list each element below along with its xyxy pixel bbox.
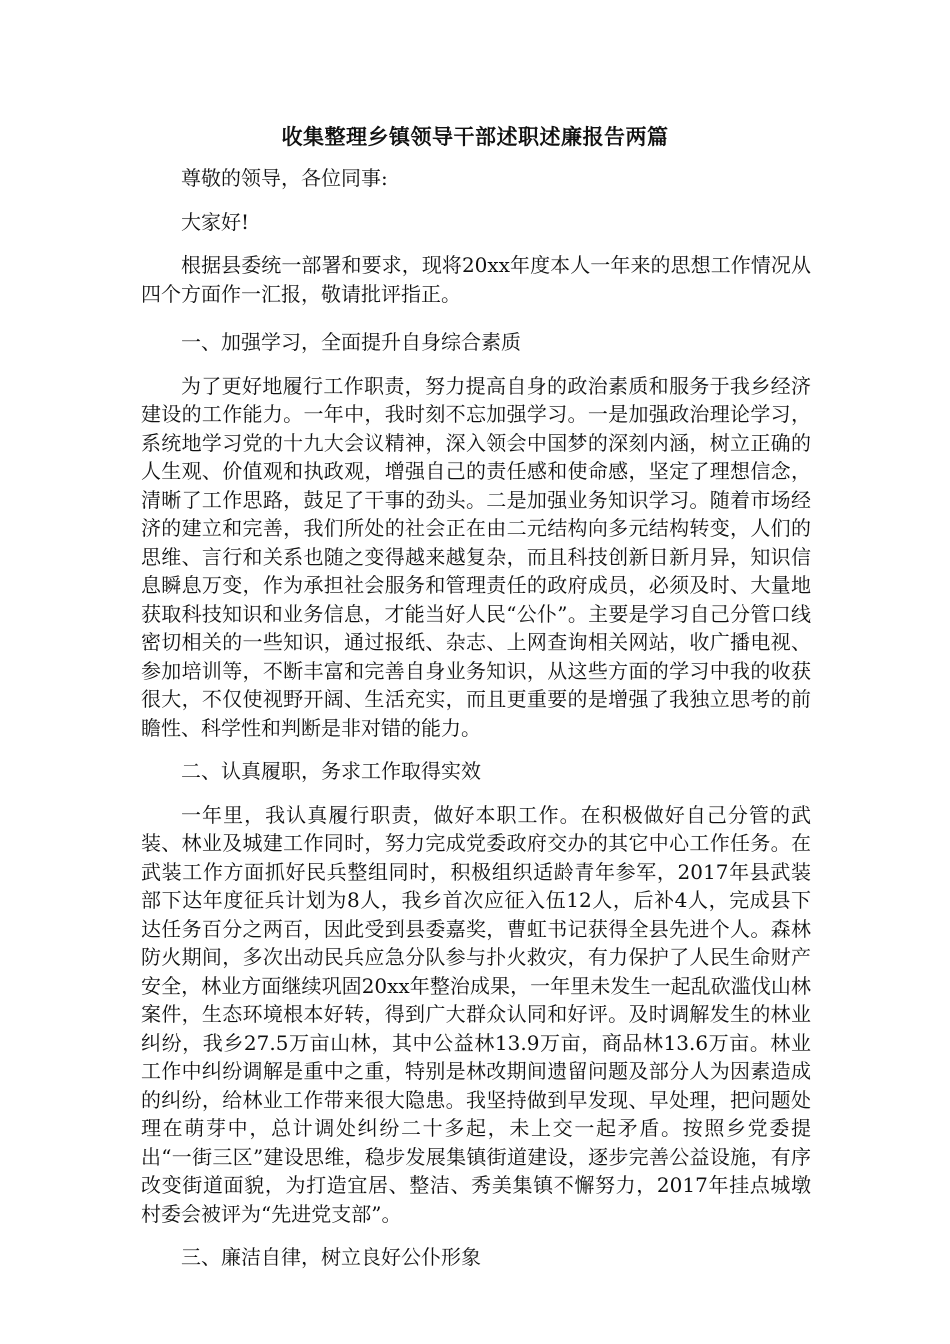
salutation: 尊敬的领导，各位同事: [181, 166, 388, 190]
section-2-paragraph: 一年里，我认真履行职责，做好本职工作。在积极做好自己分管的武装、林业及城建工作同时，努力完成党委政府交办的其它中心工作任务。在武装工作方面抓好民兵整组同时，积极组织适龄青年参军，2017年县武装部下达年度征兵计划为8人，我乡首次应征入伍12人，后补4人，完成县下达任务百分之两百，因此受到县委嘉奖，曹虹书记获得全县先进个人。森林防火期间，多次出动民兵应急分队参与扑火救灾，有力保护了人民生命财产安全，林业方面继续巩固20xx年整治成果，一年里未发生一起乱砍滥伐山林案件，生态环境根本好转，得到广大群众认同和好评。及时调解发生的林业纠纷，我乡27.5万亩山林，其中公益林13.9万亩，商品林13.6万亩。林业工作中纠纷调解是重中之重，特别是林改期间遗留问题及部分人为因素造成的纠纷，给林业工作带来很大隐患。我坚持做到早发现、早处理，把问题处理在萌芽中，总计调处纠纷二十多起，未上交一起矛盾。按照乡党委提出“一街三区”建设思维，稳步发展集镇街道建设，逐步完善公益设施，有序改变街道面貌，为打造宜居、整洁、秀美集镇不懈努力，2017年挂点城墩村委会被评为“先进党支部”。 [141, 802, 811, 1226]
section-heading-3: 三、廉洁自律，树立良好公仆形象 [181, 1245, 481, 1269]
section-heading-1: 一、加强学习，全面提升自身综合素质 [181, 330, 521, 354]
section-heading-2: 二、认真履职，务求工作取得实效 [181, 759, 481, 783]
section-1-paragraph: 为了更好地履行工作职责，努力提高自身的政治素质和服务于我乡经济建设的工作能力。一年中，我时刻不忘加强学习。一是加强政治理论学习，系统地学习党的十九大会议精神，深入领会中国梦的深刻内涵，树立正确的人生观、价值观和执政观，增强自己的责任感和使命感，坚定了理想信念，清晰了工作思路，鼓足了干事的劲头。二是加强业务知识学习。随着市场经济的建立和完善，我们所处的社会正在由二元结构向多元结构转变，人们的思维、言行和关系也随之变得越来越复杂，而且科技创新日新月异，知识信息瞬息万变，作为承担社会服务和管理责任的政府成员，必须及时、大量地获取科技知识和业务信息，才能当好人民“公仆”。主要是学习自己分管口线密切相关的一些知识，通过报纸、杂志、上网查询相关网站，收广播电视、参加培训等，不断丰富和完善自身业务知识，从这些方面的学习中我的收获很大，不仅使视野开阔、生活充实，而且更重要的是增强了我独立思考的前瞻性、科学性和判断是非对错的能力。 [141, 373, 811, 740]
greeting: 大家好! [181, 209, 250, 234]
intro-paragraph: 根据县委统一部署和要求，现将20xx年度本人一年来的思想工作情况从四个方面作一汇报，敬请批评指正。 [141, 253, 811, 306]
document-body [141, 164, 811, 1272]
document-title: 收集整理乡镇领导干部述职述廉报告两篇 [281, 124, 669, 149]
